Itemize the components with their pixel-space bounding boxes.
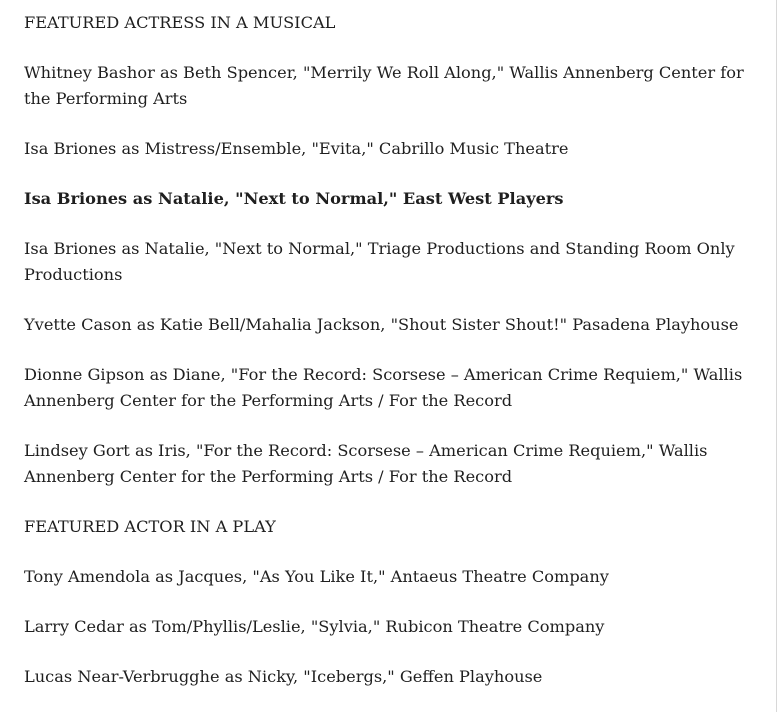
nominee-entry: Dionne Gipson as Diane, "For the Record: Scorsese – American Crime Requiem," Wallis Annenberg Center for the Performing Arts / For the Record — [24, 365, 743, 410]
nominee-entry: Lindsey Gort as Iris, "For the Record: Scorsese – American Crime Requiem," Wallis Annenberg Center for the Performing Arts / For the Record — [24, 441, 708, 486]
nominee-entry: Larry Cedar as Tom/Phyllis/Leslie, "Sylvia," Rubicon Theatre Company — [24, 617, 605, 636]
winner-entry: Isa Briones as Natalie, "Next to Normal," East West Players — [24, 189, 564, 208]
nominee-entry: Yvette Cason as Katie Bell/Mahalia Jackson, "Shout Sister Shout!" Pasadena Playhouse — [24, 315, 739, 334]
nominee-entry: Isa Briones as Mistress/Ensemble, "Evita," Cabrillo Music Theatre — [24, 139, 569, 158]
section-heading-featured-actress-musical: FEATURED ACTRESS IN A MUSICAL — [24, 13, 336, 32]
article-content — [24, 10, 754, 714]
nominee-entry: Lucas Near-Verbrugghe as Nicky, "Icebergs," Geffen Playhouse — [24, 667, 543, 686]
nominee-entry: Tony Amendola as Jacques, "As You Like It," Antaeus Theatre Company — [24, 567, 609, 586]
section-heading-featured-actor-play: FEATURED ACTOR IN A PLAY — [24, 517, 276, 536]
nominee-entry: Isa Briones as Natalie, "Next to Normal," Triage Productions and Standing Room Only Productions — [24, 239, 735, 284]
nominee-entry: Whitney Bashor as Beth Spencer, "Merrily We Roll Along," Wallis Annenberg Center for the Performing Arts — [24, 63, 744, 108]
